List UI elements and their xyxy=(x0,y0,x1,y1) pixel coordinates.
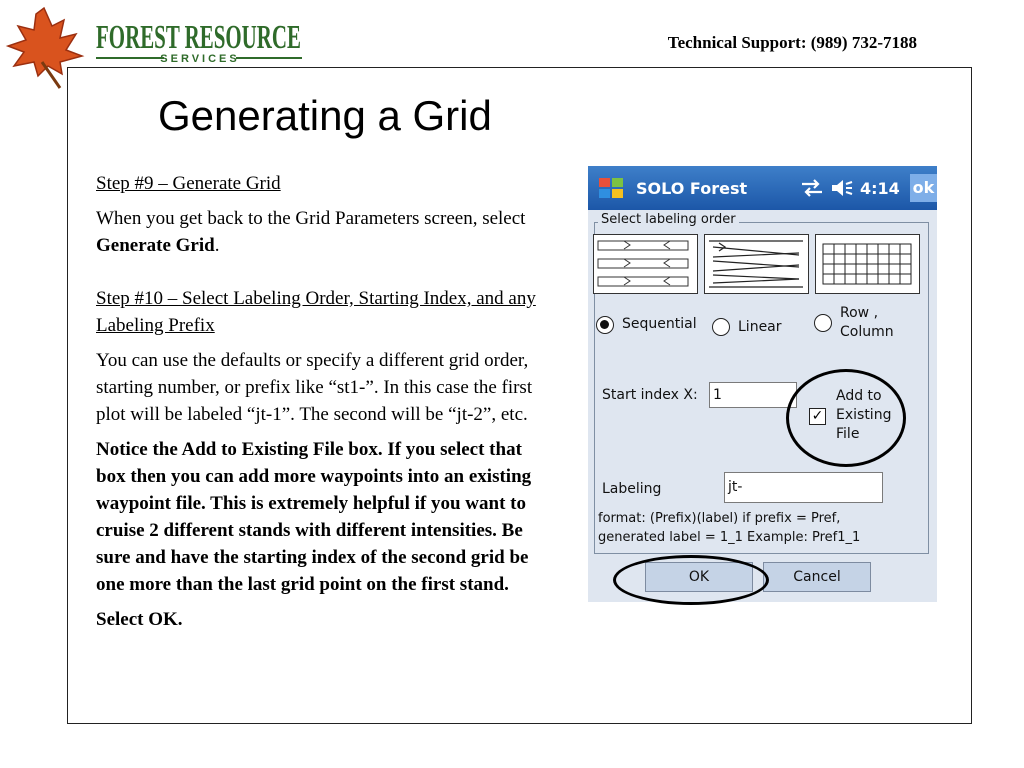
pattern-sequential-icon[interactable] xyxy=(593,234,698,294)
start-index-input[interactable]: 1 xyxy=(709,382,797,408)
page-title: Generating a Grid xyxy=(158,92,492,139)
technical-support-text: Technical Support: (989) 732-7188 xyxy=(667,33,917,52)
add-existing-label-1: Add to xyxy=(836,388,882,404)
radio-row-column[interactable] xyxy=(814,314,832,332)
step9-heading: Step #9 – Generate Grid xyxy=(96,173,281,194)
highlight-circle-ok xyxy=(613,555,769,605)
radio-row-label: Row , xyxy=(840,305,879,321)
step9-text: When you get back to the Grid Parameters screen, select Generate Grid. xyxy=(96,208,526,256)
instructions xyxy=(96,170,546,641)
radio-sequential[interactable] xyxy=(596,316,614,334)
step10-text: You can use the defaults or specify a different grid order, starting number, or prefix like “st1-”. In this case the first plot will be labeled “jt-1”. The second will be “jt-2”, etc. xyxy=(96,350,533,425)
radio-linear-label: Linear xyxy=(738,319,782,335)
start-index-label: Start index X: xyxy=(602,387,698,403)
radio-column-label: Column xyxy=(840,324,894,340)
pattern-linear-icon[interactable] xyxy=(704,234,809,294)
radio-selected-dot xyxy=(600,320,609,329)
title-bar xyxy=(588,166,937,210)
sync-arrows-icon[interactable] xyxy=(800,178,824,198)
add-to-existing-checkbox[interactable]: ✓ xyxy=(809,408,826,425)
logo-sub-text: SERVICES xyxy=(160,53,240,65)
logo-main-text: FOREST RESOURCE xyxy=(96,19,301,56)
add-existing-label-3: File xyxy=(836,426,860,442)
windows-logo-icon[interactable] xyxy=(596,176,626,200)
radio-sequential-label: Sequential xyxy=(622,316,697,332)
cancel-button[interactable]: Cancel xyxy=(763,562,871,592)
step10-heading: Step #10 – Select Labeling Order, Starting Index, and any Labeling Prefix xyxy=(96,288,536,336)
highlight-circle-add-existing xyxy=(786,369,906,467)
pattern-rowcol-icon[interactable] xyxy=(815,234,920,294)
select-ok-text: Select OK. xyxy=(96,609,183,630)
ok-button[interactable]: OK xyxy=(645,562,753,592)
labeling-label: Labeling xyxy=(602,481,662,497)
radio-linear[interactable] xyxy=(712,318,730,336)
notice-text: Notice the Add to Existing File box. If you select that box then you can add more waypoints into an existing waypoint file. This is extremely helpful if you want to cruise 2 different stands with different intensities. Be sure and have the starting index of the second grid be one more than the last grid point on the first stand. xyxy=(96,439,532,595)
app-title: SOLO Forest xyxy=(636,179,748,198)
format-help-line1: format: (Prefix)(label) if prefix = Pref, xyxy=(598,511,841,526)
format-help-line2: generated label = 1_1 Example: Pref1_1 xyxy=(598,530,861,545)
add-existing-label-2: Existing xyxy=(836,407,892,423)
group-legend: Select labeling order xyxy=(598,212,739,227)
volume-icon[interactable] xyxy=(830,178,854,198)
titlebar-ok-button[interactable]: ok xyxy=(910,174,937,202)
labeling-prefix-input[interactable]: jt- xyxy=(724,472,883,503)
clock-time: 4:14 xyxy=(860,179,900,198)
generate-grid-emphasis: Generate Grid xyxy=(96,235,215,256)
